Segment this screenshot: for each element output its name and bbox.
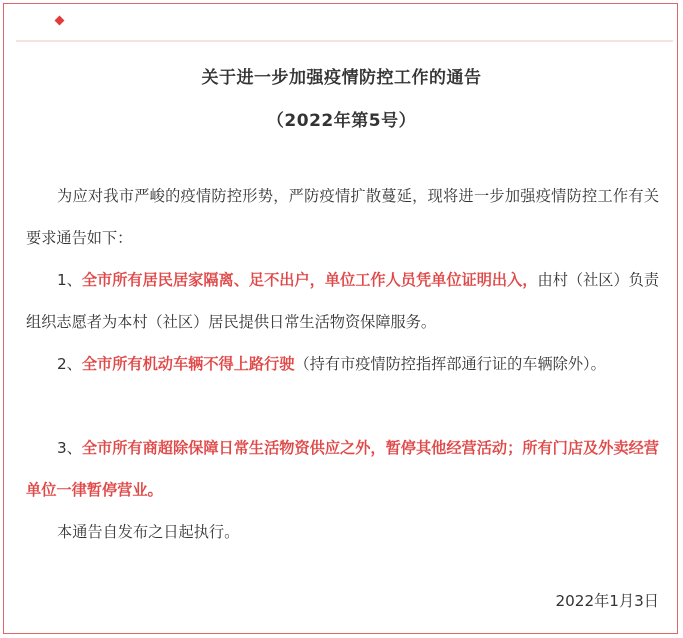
- list-item-2: [26, 343, 659, 385]
- item-1-prefix: 1、: [57, 271, 82, 289]
- item-2-highlight: 全市所有机动车辆不得上路行驶: [81, 355, 295, 373]
- item-2-rest: （持有市疫情防控指挥部通行证的车辆除外）。: [294, 355, 606, 373]
- top-divider: [16, 40, 673, 42]
- item-1-rest: 由村（社区）负责组织志愿者为本村（社区）居民提供日常生活物资保障服务。: [26, 271, 660, 331]
- notice-number: （2022年第5号）: [266, 111, 417, 131]
- intro-paragraph: 为应对我市严峻的疫情防控形势，严防疫情扩散蔓延，现将进一步加强疫情防控工作有关要求通告如下：: [26, 187, 659, 247]
- issue-date: 2022年1月3日: [555, 592, 659, 610]
- list-item-3: [26, 427, 659, 511]
- notice-title: 关于进一步加强疫情防控工作的通告: [201, 68, 482, 88]
- closing-paragraph: 本通告自发布之日起执行。: [57, 523, 240, 541]
- item-3-highlight: 全市所有商超除保障日常生活物资供应之外，暂停其他经营活动；所有门店及外卖经营单位一律暂停营业。: [26, 439, 659, 499]
- item-2-prefix: 2、: [57, 355, 82, 373]
- list-item-1: [26, 259, 659, 343]
- item-1-highlight: 全市所有居民居家隔离、足不出户，单位工作人员凭单位证明出入，: [81, 271, 538, 289]
- item-3-prefix: 3、: [57, 439, 82, 457]
